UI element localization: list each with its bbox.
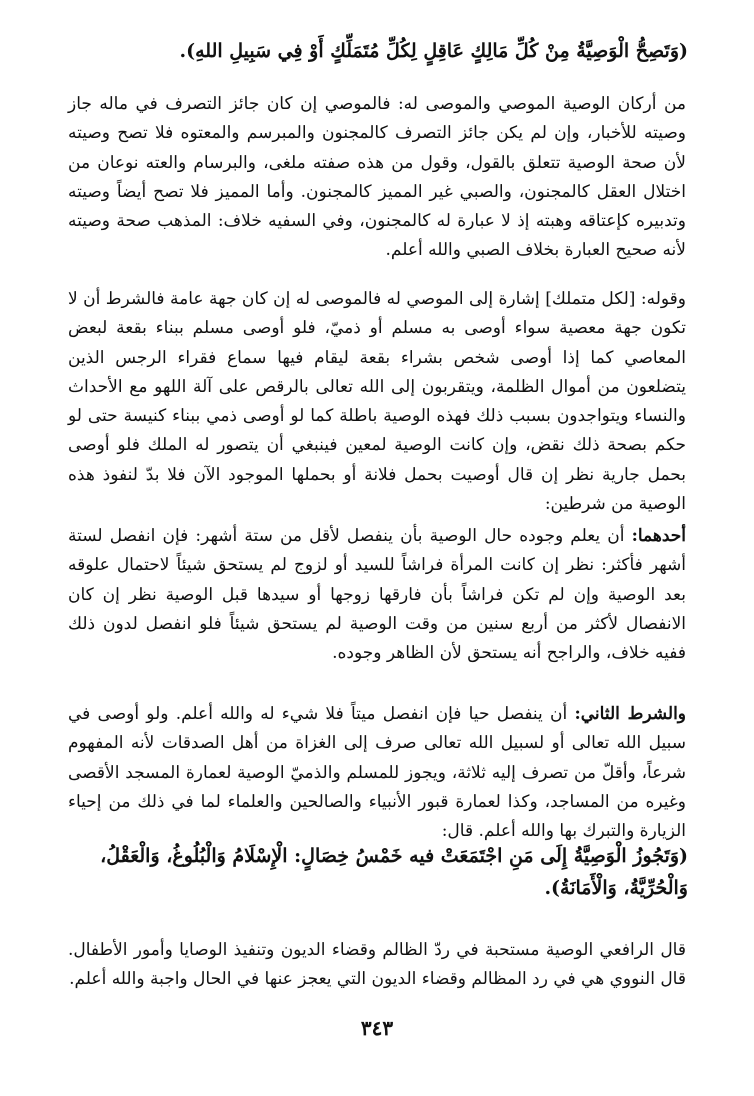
paragraph-beneficiary-conditions: وقوله: [لكل متملك] إشارة إلى الموصي له فالموصى له إن كان جهة عامة فالشرط أن لا تكون جهة معصية سواء أوصى به مسلم أو ذميّ، فلو أوصى مسلم ببناء بقعة لبعض المعاصي كما إذا أوصى شخص بشراء بقعة ليقام فيها سماع فقراء الرجس الذين يتضلعون من أموال الظلمة، ويتقربون إلى الله تعالى بالرقص على آلة اللهو مع الأحداث والنساء ويتواجدون بسبب ذلك فهذه الوصية باطلة كما لو أوصى ذمي ببناء كنيسة حتى لو حكم بصحة ذلك نقض، وإن كانت الوصية لمعين فينبغي أن يتصور له الملك فلو أوصى بحمل جارية نظر إن قال أوصيت بحمل فلانة أو بحملها الموجود الآن فلا بدّ لنفوذ هذه الوصية من شرطين: — [68, 289, 686, 515]
paragraph-second-condition — [68, 700, 686, 846]
page-number: ٣٤٣ — [360, 1016, 394, 1040]
first-condition-text: أن يعلم وجوده حال الوصية بأن ينفصل لأقل من ستة أشهر: فإن انفصل لستة أشهر فأكثر: نظر إن كانت المرأة فراشاً للسيد أو لزوج لم يستحق شيئاً لاحتمال علوقه بعد الوصية وإن لم تكن فراشاً بأن فارقها زوجها أو سيدها قبل الوصية نظر إن كان الانفصال لأكثر من أربع سنين من وقت الوصية لم يستحق شيئاً فلو انفصل لدون ذلك ففيه خلاف، والراجح أنه يستحق لأن الظاهر وجوده. — [68, 526, 686, 664]
matn-quote-executor-traits: (وَتَجُوزُ الْوَصِيَّةُ إِلَى مَنِ اجْتَمَعَتْ فيه خَمْسُ خِصَالٍ: الْإِسْلَامُ وَالْبُلُوغُ، وَالْعَقْلُ، وَالْحُرِّيَّةُ، وَالْأَمَانَةُ). — [100, 845, 688, 899]
paragraph-rafii-nawawi: قال الرافعي الوصية مستحبة في ردّ الظالم وقضاء الديون وتنفيذ الوصايا وأمور الأطفال. قال النووي هي في رد المظالم وقضاء الديون التي يعجز عنها في الحال واجبة والله أعلم. — [68, 940, 686, 990]
first-condition-heading: أحدهما: — [631, 526, 686, 546]
matn-quote-will-validity: (وَتَصِحُّ الْوَصِيَّةُ مِنْ كُلِّ مَالِكٍ عَاقِلٍ لِكُلِّ مُتَمَلِّكٍ أَوْ فِي سَبِيلِ اللهِ). — [179, 40, 688, 62]
second-condition-text: أن ينفصل حيا فإن انفصل ميتاً فلا شيء له والله أعلم. ولو أوصى في سبيل الله تعالى أو لسبيل الله تعالى صرف إلى الغزاة من أهل الصدقات لأنه المفهوم شرعاً، وأقلّ من تصرف إليه ثلاثة، ويجوز للمسلم والذميّ الوصية لعمارة المسجد الأقصى وغيره من المساجد، وكذا لعمارة قبور الأنبياء والصالحين والعلماء لما في ذلك من إحياء الزيارة والتبرك بها والله أعلم. قال: — [68, 704, 686, 842]
second-condition-heading: والشرط الثاني: — [574, 704, 687, 724]
paragraph-pillars-of-will: من أركان الوصية الموصي والموصى له: فالموصي إن كان جائز التصرف في ماله جاز وصيته للأخبار، وإن لم يكن جائز التصرف كالمجنون والمبرسم والمعتوه فلا تصح وصيته لأن صحة الوصية تتعلق بالقول، وقول من هذه صفته ملغى، والبرسام والعته نوعان من اختلال العقل كالمجنون، والصبي غير المميز كالمجنون. وأما المميز فلا تصح أيضاً وصيته وتدبيره كإعتاقه وهبته إذ لا عبارة له كالمجنون، وفي السفيه خلاف: المذهب صحة وصيته لأنه صحيح العبارة بخلاف الصبي والله أعلم. — [68, 94, 686, 261]
paragraph-first-condition — [68, 522, 686, 668]
